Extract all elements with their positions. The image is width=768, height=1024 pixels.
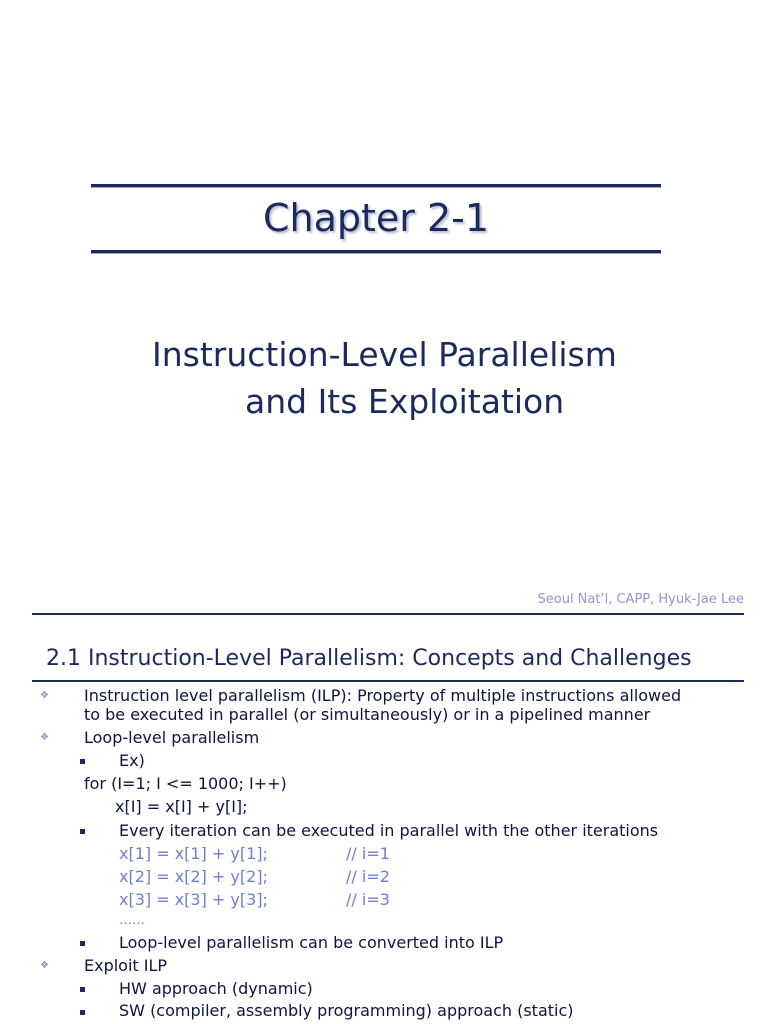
every-iteration-item: Every iteration can be executed in parallel with the other iterations [119, 821, 659, 840]
ilp-definition-line-1: Instruction level parallelism (ILP): Property of multiple instructions allowed [84, 686, 682, 705]
code-comment-1: // i=1 [346, 844, 390, 863]
code-comment-3: // i=3 [346, 890, 390, 909]
hw-approach-item: HW approach (dynamic) [119, 979, 313, 998]
chapter-title: Chapter 2-1 [262, 196, 490, 240]
title-rule-bottom [91, 250, 661, 254]
sw-approach-item: SW (compiler, assembly programming) approach (static) [119, 1001, 574, 1020]
slide-footer: Seoul Nat’l, CAPP, Hyuk-Jae Lee [537, 592, 744, 607]
code-ellipsis: …… [119, 913, 145, 928]
square-bullet-icon [80, 1010, 85, 1015]
example-label: Ex) [119, 751, 145, 770]
slide-divider [32, 613, 744, 615]
square-bullet-icon [80, 759, 85, 764]
square-bullet-icon [80, 987, 85, 992]
diamond-bullet-icon: ❖ [40, 732, 49, 743]
diamond-bullet-icon: ❖ [40, 690, 49, 701]
convert-item: Loop-level parallelism can be converted into ILP [119, 933, 504, 952]
subtitle-line-1: Instruction-Level Parallelism [152, 335, 617, 374]
title-rule-top [91, 184, 661, 188]
subtitle-line-2: and Its Exploitation [245, 382, 565, 421]
square-bullet-icon [80, 829, 85, 834]
section-title-rule [32, 680, 744, 682]
diamond-bullet-icon: ❖ [40, 960, 49, 971]
code-line-3: x[3] = x[3] + y[3]; [119, 890, 268, 909]
exploit-ilp-item: Exploit ILP [84, 956, 168, 975]
for-statement: for (I=1; I <= 1000; I++) [84, 774, 287, 793]
code-comment-2: // i=2 [346, 867, 390, 886]
code-line-1: x[1] = x[1] + y[1]; [119, 844, 268, 863]
assign-statement: x[I] = x[I] + y[I]; [115, 797, 248, 816]
square-bullet-icon [80, 941, 85, 946]
ilp-definition-line-2: to be executed in parallel (or simultaneously) or in a pipelined manner [84, 705, 651, 724]
loop-level-item: Loop-level parallelism [84, 728, 260, 747]
code-line-2: x[2] = x[2] + y[2]; [119, 867, 268, 886]
section-title: 2.1 Instruction-Level Parallelism: Concepts and Challenges [46, 646, 692, 671]
